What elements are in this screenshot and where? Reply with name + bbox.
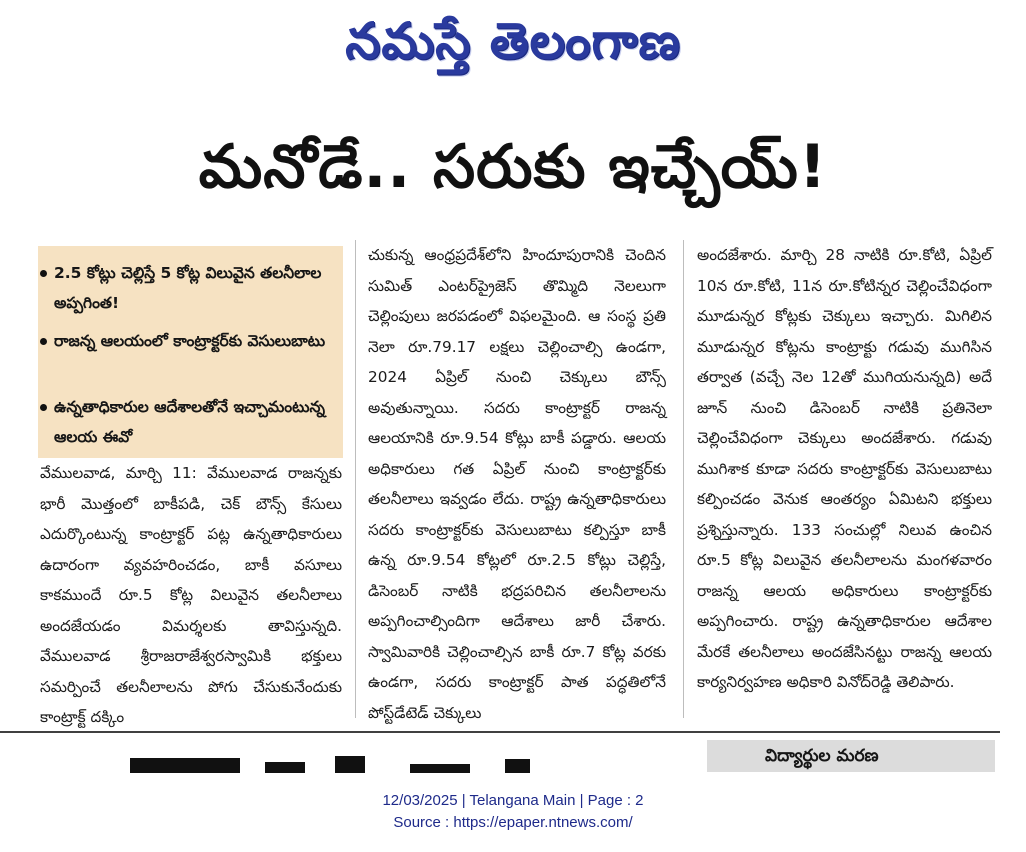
article-column-1: వేములవాడ, మార్చి 11: వేములవాడ రాజన్నకు భారీ మొత్తంలో బాకీపడి, చెక్ బౌన్స్ కేసులు ఎదుర్కొంటున్న కాంట్రాక్టర్ పట్ల ఉన్నతాధికారులు ఉదారంగా వ్యవహరించడం, బాకీ వసూలు కాకముందే రూ.5 కోట్ల విలువైన తలనీలాలు అందజేయడం విమర్శలకు తావిస్తున్నది. వేములవాడ శ్రీరాజరాజేశ్వరస్వామికి భక్తులు సమర్పించే తలనీలాలను పోగు చేసుకునేందుకు కాంట్రాక్ట్ దక్కిం — [40, 464, 342, 726]
highlight-item — [54, 392, 336, 452]
article-column-3: అందజేశారు. మార్చి 28 నాటికి రూ.కోటి, ఏప్రిల్ 10న రూ.కోటి, 11న రూ.కోటిన్నర చెల్లించేవిధంగా మూడున్నర కోట్లకు చెక్కులు ఇచ్చారు. మిగిలిన మూడున్నర కోట్లను కాంట్రాక్టు గడువు ముగిసిన తర్వాత (వచ్చే నెల 12తో ముగియనున్నది) అదే జూన్ నుంచి డిసెంబర్ నాటికి ప్రతినెలా చెల్లించేవిధంగా చెక్కులు అందజేశారు. గడువు ముగిశాక కూడా సదరు కాంట్రాక్టర్‌కు వెసులుబాటు కల్పించడం వెనుక ఆంతర్యం ఏమిటని భక్తులు ప్రశ్నిస్తున్నారు. 133 సంచుల్లో నిలువ ఉంచిన రూ.5 కోట్ల విలువైన తలనీలాలను మంగళవారం రాజన్న ఆలయ అధికారులు కాంట్రాక్టర్‌కు అప్పగించారు. రాష్ట్ర ఉన్నతాధికారుల ఆదేశాల మేరకే తలనీలాలు అందజేసినట్టు రాజన్న ఆలయ కార్యనిర్వహణ అధికారి వినోద్‌రెడ్డి తెలిపారు. — [697, 246, 992, 691]
section-divider — [0, 731, 1000, 733]
footer-source: Source : https://epaper.ntnews.com/ — [393, 814, 633, 831]
masthead-logo: నమస్తే తెలంగాణ — [345, 11, 681, 70]
next-headline-fragment — [110, 756, 530, 773]
highlight-item — [54, 258, 336, 318]
bullet-icon — [40, 338, 47, 345]
column-divider — [355, 240, 356, 718]
highlight-item — [54, 326, 336, 356]
bullet-icon — [40, 404, 47, 411]
highlight-text: రాజన్న ఆలయంలో కాంట్రాక్టర్‌కు వెసులుబాటు — [54, 332, 326, 350]
column-divider — [683, 240, 684, 718]
article-headline: మనోడే.. సరుకు ఇచ్చేయ్! — [198, 132, 828, 202]
footer-date-page: 12/03/2025 | Telangana Main | Page : 2 — [382, 792, 644, 809]
highlight-text: 2.5 కోట్లు చెల్లిస్తే 5 కోట్ల విలువైన తలనీలాల అప్పగింత! — [54, 264, 322, 312]
highlight-text: ఉన్నతాధికారుల ఆదేశాలతోనే ఇచ్చామంటున్న ఆలయ ఈవో — [54, 398, 325, 446]
bullet-icon — [40, 270, 47, 277]
highlights-box — [38, 246, 343, 458]
article-column-2: చుకున్న ఆంధ్రప్రదేశ్‌లోని హిందూపురానికి చెందిన సుమిత్ ఎంటర్‌ప్రైజెస్ తొమ్మిది నెలలుగా చెల్లింపులు జరపడంలో విఫలమైంది. ఆ సంస్థ ప్రతి నెలా రూ.79.17 లక్షలు చెల్లించాల్సి ఉండగా, 2024 ఏప్రిల్ నుంచి చెక్కులు బౌన్స్ అవుతున్నాయి. సదరు కాంట్రాక్టర్ రాజన్న ఆలయానికి రూ.9.54 కోట్లు బాకీ పడ్డారు. ఆలయ అధికారులు గత ఏప్రిల్ నుంచి కాంట్రాక్టర్‌కు తలనీలాలు ఇవ్వడం లేదు. రాష్ట్ర ఉన్నతాధికారులు సదరు కాంట్రాక్టర్‌కు వెసులుబాటు కల్పిస్తూ బాకీ ఉన్న రూ.9.54 కోట్లలో రూ.2.5 కోట్లు చెల్లిస్తే, డిసెంబర్ నాటికి భద్రపరిచిన తలనీలాలను అప్పగించాల్సిందిగా ఆదేశాలు జారీ చేశారు. స్వామివారికి చెల్లించాల్సిన బాకీ రూ.7 కోట్ల వరకు ఉండగా, సదరు కాంట్రాక్టర్ పాత పద్ధతిలోనే పోస్ట్‌డేటెడ్ చెక్కులు — [368, 246, 666, 722]
side-story-title: విద్యార్థుల మరణ — [707, 740, 995, 772]
newspaper-masthead — [0, 2, 1026, 80]
